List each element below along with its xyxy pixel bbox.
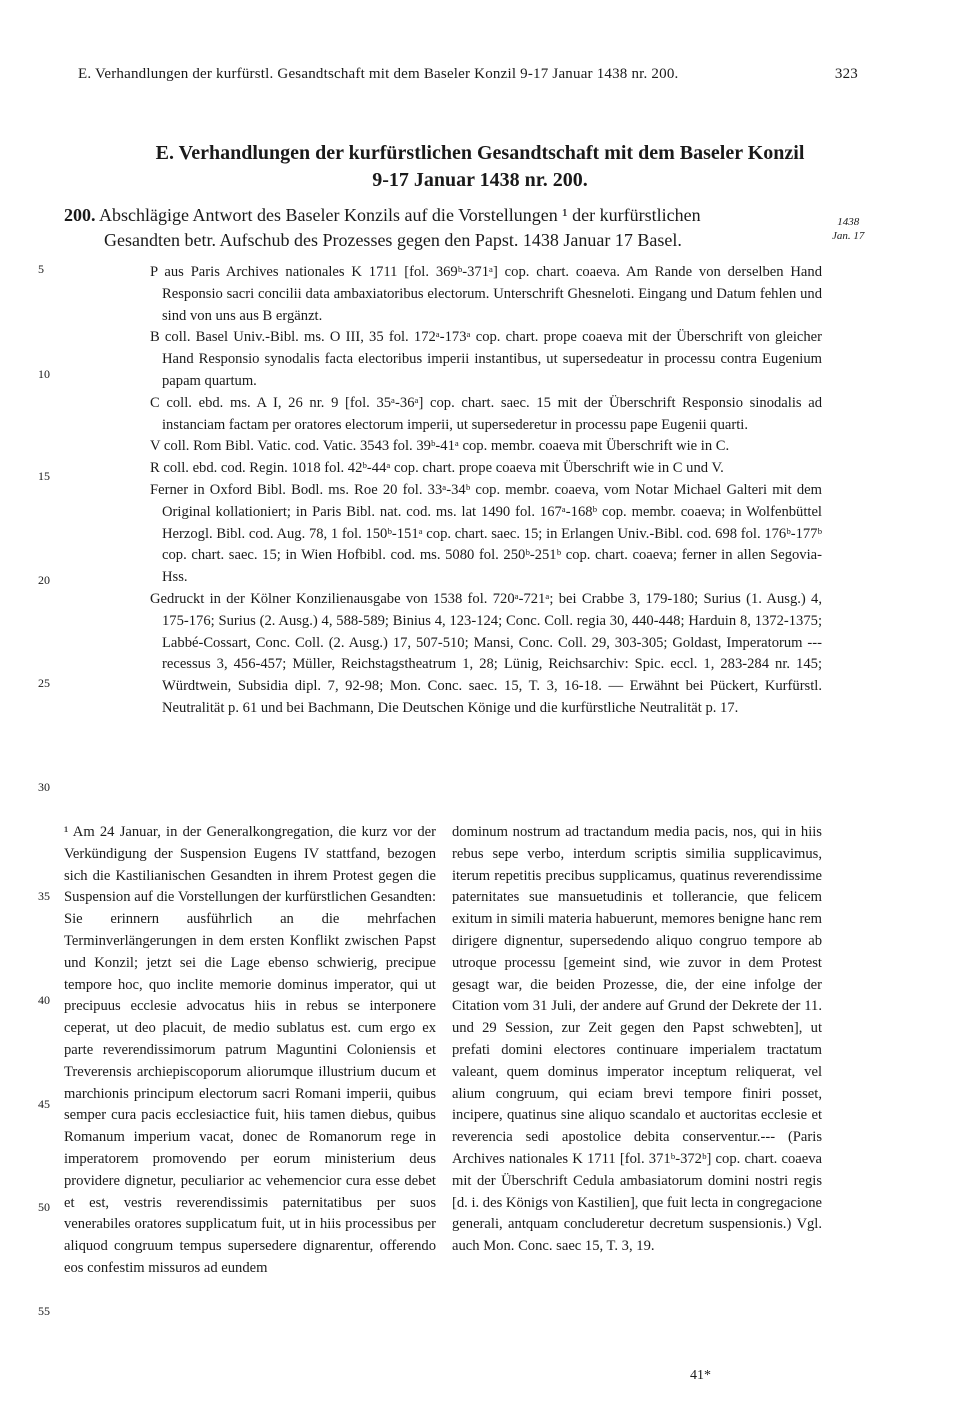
document-number: 200. [64,205,96,225]
line-number: 20 [38,573,50,587]
line-number: 50 [38,1200,50,1214]
document-heading-line2: Gesandten betr. Aufschub des Prozesses gegen den Papst. 1438 Januar 17 Basel. [104,230,682,250]
source-entry: R coll. ebd. cod. Regin. 1018 fol. 42ᵇ-44ᵃ cop. chart. prope coaeva mit Überschrift wie in C und V. [150,460,724,477]
source-list [150,262,822,720]
margin-date [832,215,864,243]
line-number: 30 [38,780,50,794]
section-title-line1: E. Verhandlungen der kurfürstlichen Gesandtschaft mit dem Baseler Konzil [155,142,805,164]
line-number: 40 [38,993,50,1007]
margin-date-day: Jan. 17 [832,230,865,242]
running-head [78,66,858,83]
source-entry: P aus Paris Archives nationales K 1711 [fol. 369ᵇ-371ᵃ] cop. chart. coaeva. Am Rande von derselben Hand Responsio sacri concilii data ambaxiatoribus electorum. Unterschrift Ghesneloti. Eingang und Datum fehlen und sind von uns aus B ergänzt. [150,264,822,324]
footnote-column-right: dominum nostrum ad tractandum media pacis, nos, qui in hiis rebus sepe verbo, interdum scriptis similia supplicavimus, iterum repetitis precibus supplicamus, quatinus reverendissime paternitates sue mansuetudinis et tollerancie, que felicem exitum in simili materia habuerunt, memores benigne hanc rem dirigere dignentur, supersedendo aliquo congruo tempore ab utroque processu [gemeint sind, wie zuvor in dem Protest gesagt war, die beiden Prozesse, die, der eine infolge der Citation vom 31 Juli, der andere auf Grund der Dekrete der 11. und 29 Session, zur Zeit gegen den Papst schwebten], ut prefati domini electores continuare imperialem tractatum valeant, quem dominus imperator inceptum reliquerat, vel alium congruum, qui eciam brevi tempore finiri posset, incipere, quatinus sine aliquo scandalo et auctoritas ecclesie et reverencia sedi apostolice debita conserventur.--- (Paris Archives nationales K 1711 [fol. 371ᵇ-372ᵇ] cop. chart. coaeva mit der Überschrift Cedula ambasiatorum domini nostri regis [d. i. des Königs von Kastilien], que fuit lecta in congregacione generali, antquam concluderetur decretum suspensionis.) Vgl. auch Mon. Conc. saec 15, T. 3, 19. [452,824,823,1255]
source-entry: Gedruckt in der Kölner Konzilienausgabe von 1538 fol. 720ᵃ-721ᵃ; bei Crabbe 3, 179-180; Surius (1. Ausg.) 4, 175-176; Surius (2. Ausg.) 4, 588-589; Binius 4, 123-124; Conc. Coll. regia 30, 440-448; Harduin 8, 1372-1375; Labbé-Cossart, Conc. Coll. (2. Ausg.) 17, 507-510; Mansi, Conc. Coll. 29, 303-305; Goldast, Imperatorum --- recessus 3, 456-457; Müller, Reichstagstheatrum 1, 28; Lünig, Reichsarchiv: Spic. eccl. 1, 283-284 nr. 145; Würdtwein, Subsidia dipl. 7, 92-98; Mon. Conc. saec. 15, T. 3, 16-18. — Erwähnt bei Pückert, Kurfürstl. Neutralität p. 61 und bei Bachmann, Die Deutschen Könige und die kurfürstliche Neutralität p. 17. [150,590,822,716]
margin-date-year: 1438 [837,216,860,228]
running-head-text: E. Verhandlungen der kurfürstl. Gesandtschaft mit dem Baseler Konzil 9-17 Januar 1438 nr. 200. [78,66,679,82]
page-number: 323 [834,66,858,82]
line-number: 55 [38,1304,50,1318]
source-entry: V coll. Rom Bibl. Vatic. cod. Vatic. 3543 fol. 39ᵇ-41ᵃ cop. membr. coaeva mit Überschrift wie in C. [150,438,730,455]
line-number: 45 [38,1097,50,1111]
document-heading-line1: Abschlägige Antwort des Baseler Konzils auf die Vorstellungen ¹ der kurfürstlichen [99,205,701,225]
source-entry: Ferner in Oxford Bibl. Bodl. ms. Roe 20 fol. 33ᵃ-34ᵇ cop. membr. coaeva, vom Notar Michael Galteri mit dem Original kollationiert; in Paris Bibl. nat. cod. ms. lat 1490 fol. 167ᵃ-168ᵇ cop. membr. coaeva; in Wolfenbüttel Herzogl. Bibl. cod. Aug. 78, 1 fol. 150ᵇ-151ᵃ cop. chart. saec. 15; in Erlangen Univ.-Bibl. cod. 698 fol. 176ᵇ-177ᵇ cop. chart. saec. 15; in Wien Hofbibl. cod. ms. 5080 fol. 250ᵇ-251ᵇ cop. chart. coaeva; ferner in allen Segovia-Hss. [150,481,822,586]
line-number: 10 [38,367,50,381]
source-entry: C coll. ebd. ms. A I, 26 nr. 9 [fol. 35ᵃ-36ᵃ] cop. chart. saec. 15 mit der Überschrift Responsio sinodalis ad instanciam factam per oratores electorum imperii, ut supersederetur in processu pape Eugenii quarti. [150,394,822,433]
line-number: 35 [38,889,50,903]
source-entry: B coll. Basel Univ.-Bibl. ms. O III, 35 fol. 172ᵃ-173ᵃ cop. chart. prope coaeva mit der Überschrift von gleicher Hand Responsio synodalis facta electoribus imperii instantibus, ut supersedeatur in processu contra Eugenium papam quartum. [150,329,822,389]
line-number: 25 [38,676,50,690]
line-number: 15 [38,469,50,483]
signature-mark: 41* [690,1368,711,1383]
line-number: 5 [38,262,44,276]
document-heading [64,203,824,253]
footnote-column-left: ¹ Am 24 Januar, in der Generalkongregation, die kurz vor der Verkündigung der Suspension Eugens IV stattfand, bezogen sich die Kastilianischen Gesandten in ihrem Protest gegen die Suspension auf die Vorstellungen der kurfürstlichen Gesandten: Sie erinnern ausführlich an die mehrfachen Terminverlängerungen in dem ersten Konflikt zwischen Papst und Konzil; jetzt sei die Lage ebenso schwierig, precipue tempore hoc, quo inclite memorie dominus imperator, qui ut precipuus ecclesie advocatus hiis in rebus se interponere ceperat, ut deo placuit, de medio sublatus est. cum ergo ex parte reverendissimorum patrum Maguntini Coloniensis et Treverensis archiepiscoporum aliorumque illustrium ducum et marchionis principum electorum sacri Romani imperii, quibus semper cura pacis ecclesiactice fuit, hiis tamen diebus, quibus Romanum imperium vacat, donec de Romanorum rege in imperatorem promovendo per eorum ministerium deus providere dignetur, peculiarior ac vehemencior cura esse debet et est, vestris reverendissimis paternitatibus per suos venerabiles oratores supplicatum fuit, ut in hiis processibus per aliquod congruum tempus supersedere dignarentur, offerendo eos confestim missuros ad eundem [64,824,436,1276]
section-title-line2: 9-17 Januar 1438 nr. 200. [372,169,588,191]
